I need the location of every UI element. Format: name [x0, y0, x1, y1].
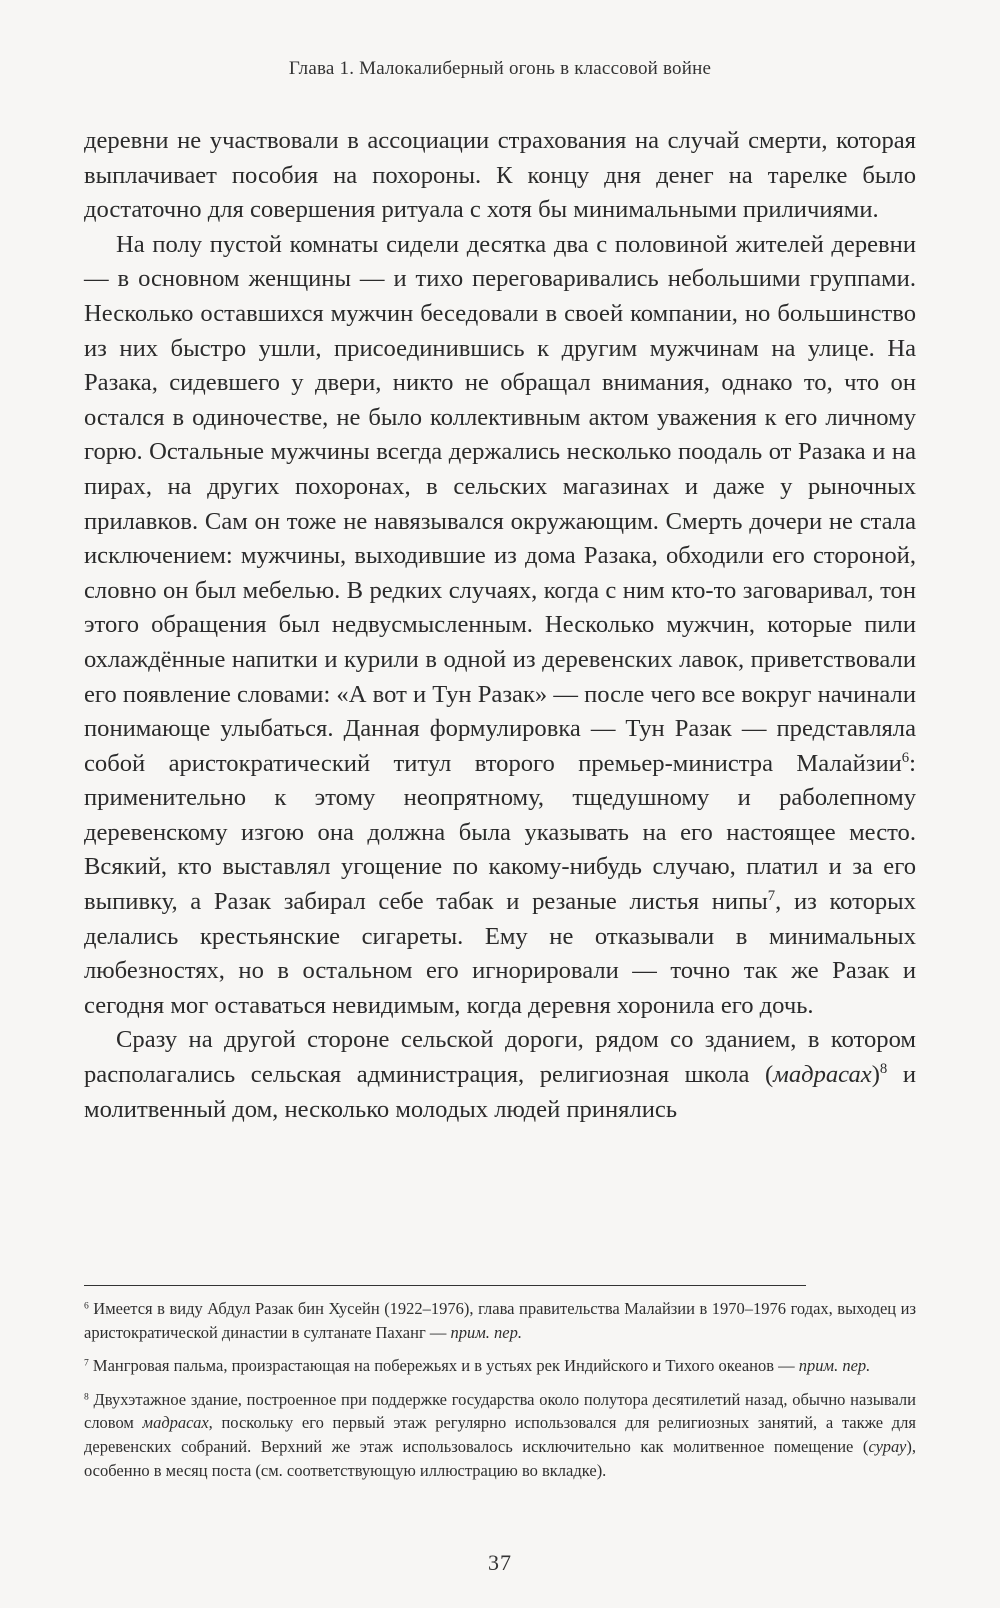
footnote-ref-6[interactable]: 6: [901, 749, 910, 766]
footnote-7: [84, 1354, 916, 1378]
paragraph-2-text-c: , из которых делались крестьянские сигареты. Ему не отказывали в минимальных любезностях, но в остальном его игнорировали — точно так же Разак и сегодня мог оставаться невидимым, когда деревня хоронила его дочь.: [84, 888, 916, 1019]
footnote-8-number: 8: [84, 1391, 89, 1403]
page-number: 37: [488, 1550, 512, 1575]
footnote-7-note: прим. пер.: [798, 1356, 871, 1376]
paragraph-3-text-c: и молитвенный дом, несколько молодых людей принялись: [84, 1061, 916, 1123]
footnote-7-text: Мангровая пальма, произрастающая на побережьях и в устьях рек Индийского и Тихого океанов —: [88, 1356, 799, 1376]
footnote-8-text-c: ), особенно в месяц поста (см. соответствующую иллюстрацию во вкладке).: [84, 1436, 916, 1480]
paragraph-3-text-b: ): [871, 1061, 880, 1089]
running-head: Глава 1. Малокалиберный огонь в классовой войне: [288, 58, 712, 79]
paragraph-3: [84, 1023, 916, 1127]
paragraph-1-text: деревни не участвовали в ассоциации страхования на случай смерти, которая выплачивает пособия на похороны. К концу дня денег на тарелке было достаточно для совершения ритуала с хотя бы минимальными приличиями.: [84, 127, 916, 224]
footnote-ref-7[interactable]: 7: [767, 888, 776, 905]
footnote-6-text: Имеется в виду Абдул Разак бин Хусейн (1922–1976), глава правительства Малайзии в 1970–1976 годах, выходец из аристократической династии в султанате Паханг —: [84, 1299, 916, 1342]
footnote-8-term-madrasah: мадрасах: [142, 1413, 209, 1433]
footnote-6-number: 6: [84, 1300, 89, 1312]
footnote-6-note: прим. пер.: [450, 1322, 522, 1342]
paragraph-3-text-a: Сразу на другой стороне сельской дороги, рядом со зданием, в котором располагались сельская администрация, религиозная школа (: [84, 1026, 916, 1089]
footnote-8-term-surau: сурау: [868, 1436, 907, 1456]
footnote-7-number: 7: [84, 1357, 89, 1369]
footnote-8-text-a: Двухэтажное здание, построенное при поддержке государства около полутора десятилетий назад, обычно называли словом: [84, 1389, 916, 1433]
paragraph-2: [84, 228, 916, 1024]
paragraph-2-text-a: На полу пустой комнаты сидели десятка два с половиной жителей деревни — в основном женщины — и тихо переговаривались небольшими группами. Несколько оставшихся мужчин беседовали в своей компании, но большинство из них быстро ушли, присоединившись к другим мужчинам на улице. На Разака, сидевшего у двери, никто не обращал внимания, однако то, что он остался в одиночестве, не было коллективным актом уважения к его личному горю. Остальные мужчины всегда держались несколько поодаль от Разака и на пирах, на других похоронах, в сельских магазинах и даже у рыночных прилавков. Сам он тоже не навязывался окружающим. Смерть дочери не стала исключением: мужчины, выходившие из дома Разака, обходили его стороной, словно он был мебелью. В редких случаях, когда с ним кто-то заговаривал, тон этого обращения был недвусмысленным. Несколько мужчин, которые пили охлаждённые напитки и курили в одной из деревенских лавок, приветствовали его появление словами: «А вот и Тун Разак» — после чего все вокруг начинали понимающе улыбаться. Данная формулировка — Тун Разак — представляла собой аристократический титул второго премьер-министра Малайзии: [84, 230, 916, 777]
paragraph-1: [84, 124, 916, 228]
footnote-8-text-b: , поскольку его первый этаж регулярно использовался для религиозных занятий, а также для деревенских собраний. Верхний же этаж использовалось исключительно как молитвенное помещение (: [84, 1413, 916, 1456]
main-text: [84, 124, 916, 1127]
paragraph-2-text-b: : применительно к этому неопрятному, тщедушному и раболепному деревенскому изгою она должна была указывать на его настоящее место. Всякий, кто выставлял угощение по какому-нибудь случаю, платил и за его выпивку, а Разак забирал себе табак и резаные листья нипы: [84, 749, 916, 916]
footnotes: [84, 1297, 916, 1492]
footnote-6: [84, 1297, 916, 1344]
footnote-8: [84, 1388, 916, 1482]
footnote-ref-8[interactable]: 8: [879, 1061, 888, 1078]
term-madrasah: мадрасах: [773, 1061, 872, 1089]
footnote-divider: [84, 1285, 806, 1286]
